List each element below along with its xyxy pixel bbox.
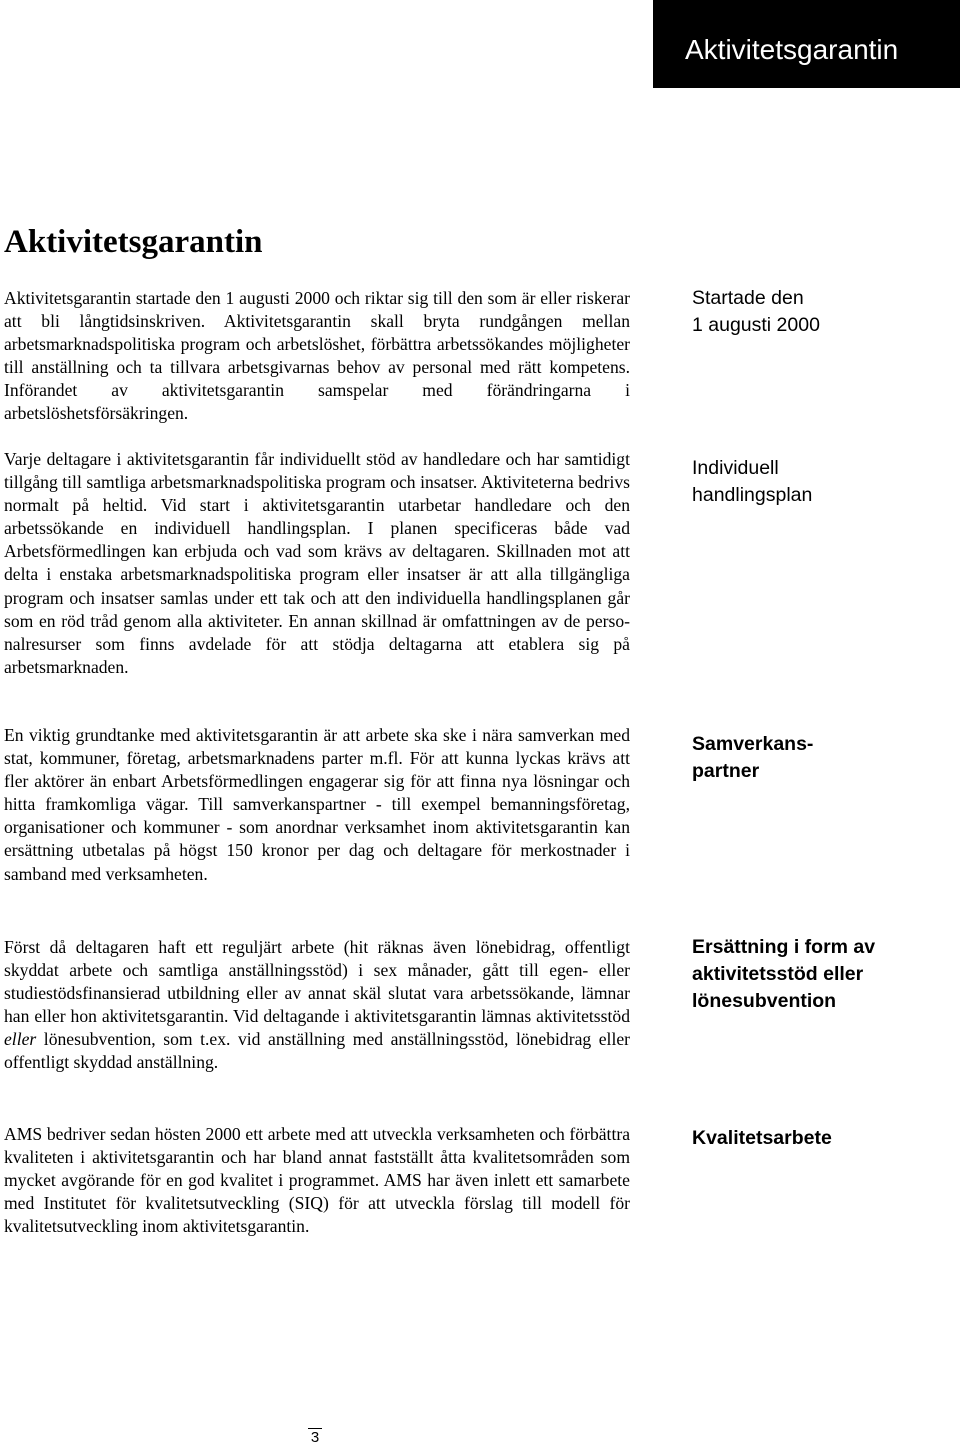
paragraph-compensation: [4, 936, 630, 1075]
sidebar-heading-start-date: Startade den 1 augusti 2000: [692, 287, 820, 336]
sidebar-heading-compensation: Ersättning i form av aktivitetsstöd eller lönesubvention: [692, 936, 876, 1012]
paragraph-participants: Varje deltagare i aktivitetsgarantin får individuellt stöd av handledare och har samtidigt tillgång till samtliga arbetsmarknadspolitiska program och insatser. Aktiviteterna bedrivs normalt på heltid. Vid start i aktivitetsgarantin utarbetar handledare och den arbetssökande en individuell handlingsplan. I planen specificeras både vad Arbetsförmedlingen kan erbjuda och vad som krävs av deltagaren. Skillnaden mot att delta i enstaka arbetsmarknadspolitiska program eller insatser är att alla tillgängliga program och insatser samlas under ett tak och att den individuella handlingsplanen går som en röd tråd genom alla aktiviteter. En annan skillnad är omfattningen av de personalresurser som finns avdelade för att stödja deltagarna att etablera sig på arbetsmarknaden.: [4, 449, 630, 677]
paragraph-partners: En viktig grundtanke med aktivitetsgarantin är att arbete ska ske i nära samverkan med stat, kommuner, företag, arbetsmarknadens parter m.fl. För att kunna lyckas krävs att fler aktörer än enbart Arbetsförmedlingen engagerar sig för att finna nya lösningar och hitta framkomliga vägar. Till samverkanspartner - till exempel bemanningsföretag, organisationer och kommuner - som anordnar verksamhet inom aktivitetsgarantin kan ersättning utbetalas på högst 150 kronor per dag och deltagare för merkostnader i samband med verksamheten.: [4, 725, 630, 884]
section-header-tab: [653, 0, 960, 88]
sidebar-heading-partners: Samverkans- partner: [692, 733, 814, 782]
sidebar-heading-action-plan: Individuell handlingsplan: [692, 457, 813, 506]
page-number: 3: [308, 1428, 322, 1446]
paragraph-compensation-text-after: lönesubvention, som t.ex. vid anställning med anställningsstöd, lönebidrag eller offentligt skyddad anställning.: [4, 1029, 630, 1073]
paragraph-compensation-text-before: Först då deltagaren haft ett reguljärt arbete (hit räknas även lönebidrag, offentligt skyddat arbete och samtliga anställningsstöd) i sex månader, gått till egen- eller studiestödsfinansierad utbildning eller av annat skäl slutat vara arbetssökande, lämnar han eller hon aktivitetsgarantin. Vid deltagande i aktivitetsgarantin lämnas aktivitetsstöd: [4, 937, 630, 1027]
page-title: Aktivitetsgarantin: [4, 224, 263, 260]
sidebar-heading-quality: Kvalitetsarbete: [692, 1127, 832, 1149]
paragraph-quality: AMS bedriver sedan hösten 2000 ett arbete med att utveckla verksamheten och förbättra kvaliteten i aktivitetsgarantin och har bland annat fastställt åtta kvalitetsområden som mycket avgörande för en god kvalitet i programmet. AMS har även inlett ett samarbete med Institutet för kvalitetsutveckling (SIQ) för att utveckla förslag till modell för kvalitetsutveckling inom aktivitetsgarantin.: [4, 1124, 630, 1237]
section-header-title: Aktivitetsgarantin: [685, 34, 899, 65]
paragraph-compensation-emphasis: eller: [4, 1029, 37, 1050]
paragraph-intro: Aktivitetsgarantin startade den 1 augusti 2000 och riktar sig till den som är eller riskerar att bli långtidsinskriven. Aktivitetsgarantin skall bryta rundgången mellan arbetsmarknadspolitiska program och arbetslöshet, förbättra arbetssökandes möjligheter till anställning och ta tillvara arbetsgivarnas behov av personal med rätt kompetens. Införandet av aktivitetsgarantin samspelar med förändringarna i arbetslöshetsförsäkringen.: [4, 288, 630, 424]
